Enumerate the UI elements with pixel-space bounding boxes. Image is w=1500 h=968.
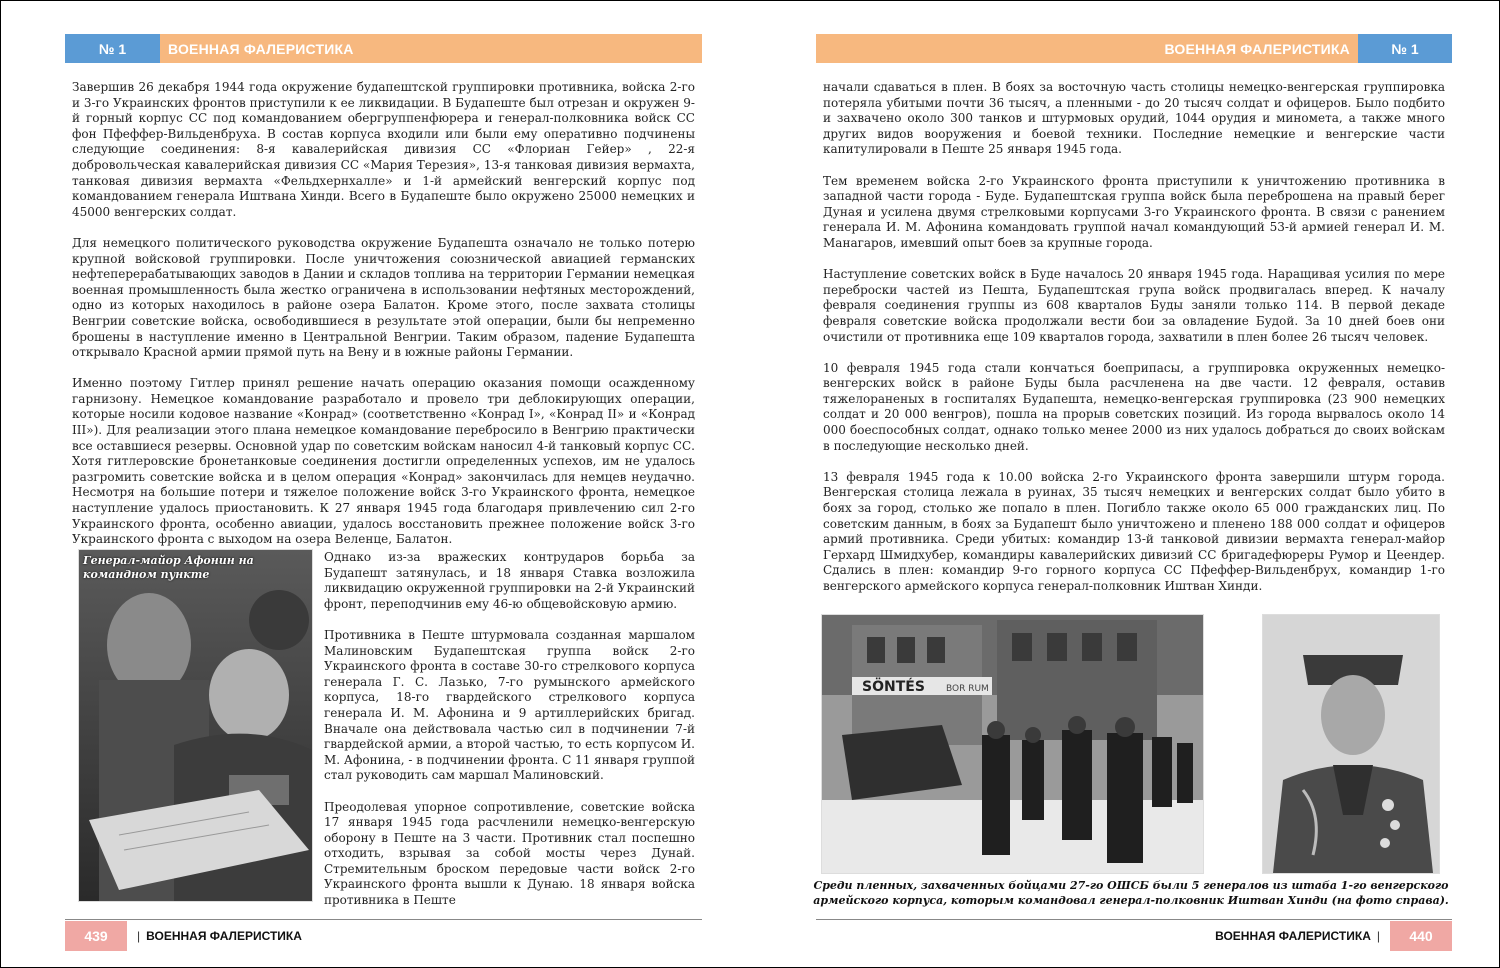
article-text-top: [72, 80, 695, 548]
paragraph: Именно поэтому Гитлер принял решение начать операцию оказания помощи осажденному гарнизону. Немецкое командование разработало и провело три деблокирующих операции, которые носили кодовое название «Конрад» (соответственно «Конрад I», «Конрад II» и «Конрад III»). Для реализации этого плана немецкое командование перебросило в Венгрию практически все оставшиеся резервы. Основной удар по советским войскам наносил 4-й танковый корпус СС. Хотя гитлеровские бронетанковые соединения достигли определенных успехов, им не удалось разгромить советские войска и в целом операция «Конрад» закончилась для немцев неудачно. Несмотря на большие потери и тяжелое положение войск 3-го Украинского фронта, немецкое наступление удалось приостановить. К 27 января 1945 года благодаря привлечению сил 2-го Украинского фронта, особенно авиации, удалось восстановить прежнее положение войск 3-го Украинского фронта с выходом на озера Веленце, Балатон.: [72, 376, 695, 547]
photo-prisoners-image: [822, 615, 1203, 873]
page-footer: [1209, 921, 1452, 951]
paragraph: 13 февраля 1945 года к 10.00 войска 2-го Украинского фронта завершили штурм города. Венгерская столица лежала в руинах, 35 тысяч немецких и венгерских солдат было убито в боях за город, столько же попало в плен. Погибло также около 65 000 гражданских лиц. По советским данным, в боях за Будапешт было уничтожено и пленено 188 000 солдат и офицеров армий противника. Среди убитых: командир 13-й танковой дивизии вермахта генерал-майор Герхард Шмидхубер, командиры кавалерийских дивизий СС бригадефюреры Румор и Цеендер. Сдались в плен: командир 9-го горного корпуса СС Пфеффер-Вильденбрух, командир 1-го венгерского армейского корпуса генерал-полковник Иштван Хинди.: [823, 469, 1445, 593]
page-left: [1, 1, 761, 967]
page-footer: [65, 921, 308, 951]
footer-rule: [816, 919, 1452, 920]
page-number: 439: [65, 921, 127, 951]
issue-number: № 1: [1358, 34, 1452, 63]
shop-sign-2: BOR RUM: [946, 684, 989, 694]
page-header: [816, 34, 1452, 63]
footer-title: ВОЕННАЯ ФАЛЕРИСТИКА: [146, 929, 302, 943]
photo-afonin: [79, 550, 312, 901]
paragraph: Для немецкого политического руководства окружение Будапешта означало не только потерю крупной войсковой группировки. После уничтожения союзнической авиацией германских нефтеперерабатывающих заводов в Дании и складов топлива на территории Германии немецкая военная промышленность была жестко ограничена в использовании нефтяных месторождений, одно из которых находилось в районе озера Балатон. Кроме этого, после захвата столицы Венгрии советские войска, освободившиеся в результате этой операции, были бы непременно брошены в наступление именно в Центральной Венгрии. Таким образом, падение Будапешта открывало Красной армии прямой путь на Вену и в южные районы Германии.: [72, 235, 695, 360]
paragraph: Однако из-за вражеских контрударов борьба за Будапешт затянулась, и 18 января Ставка возложила ликвидацию окруженной группировки на 2-й Украинский фронт, переподчинив ему 46-ю общевойсковую армию.: [324, 550, 695, 611]
footer-rule: [65, 919, 702, 920]
page-number: 440: [1390, 921, 1452, 951]
magazine-title: ВОЕННАЯ ФАЛЕРИСТИКА: [160, 34, 702, 63]
photo-hindy: [1263, 615, 1439, 873]
issue-number: № 1: [65, 34, 160, 63]
footer-separator: |: [1376, 929, 1380, 943]
page-header: [65, 34, 702, 63]
footer-title: ВОЕННАЯ ФАЛЕРИСТИКА: [1215, 929, 1371, 943]
photo-prisoners: [822, 615, 1203, 873]
photo-afonin-image: [79, 550, 312, 901]
photo-caption: Среди пленных, захваченных бойцами 27-го ОШСБ были 5 генералов из штаба 1-го венгерского армейского корпуса, которым командовал генерал-полковник Иштван Хинди (на фото справа).: [813, 879, 1449, 907]
page-right: [761, 1, 1499, 967]
photo-hindy-image: [1263, 615, 1439, 873]
paragraph: начали сдаваться в плен. В боях за восточную часть столицы немецко-венгерская группировка потеряла убитыми почти 36 тысяч, а пленными - до 20 тысяч солдат и офицеров. Было подбито и захвачено около 300 танков и штурмовых орудий, 1044 орудия и миномета, а также много других видов вооружения и боевой техники. Последние немецкие и венгерские части капитулировали в Пеште 25 января 1945 года.: [823, 80, 1445, 157]
paragraph: Завершив 26 декабря 1944 года окружение будапештской группировки противника, войска 2-го и 3-го Украинских фронтов приступили к ее ликвидации. В Будапеште был отрезан и окружен 9-й горный корпус СС под командованием обергруппенфюрера и генерал-полковника войск СС фон Пфеффер-Вильденбруха. В состав корпуса входили или были ему оперативно подчинены следующие соединения: 8-я кавалерийская дивизия СС «Флориан Гейер» , 22-я добровольческая кавалерийская дивизия СС «Мария Терезия», 13-я танковая дивизия вермахта, танковая дивизия вермахта «Фельдхернхалле» и 1-й армейский венгерский корпус под командованием генерала Иштвана Хинди. Всего в Будапеште было окружено 25000 немецких и 45000 венгерских солдат.: [72, 80, 695, 219]
shop-sign: SÖNTÉS: [862, 679, 925, 695]
footer-separator: |: [137, 929, 141, 943]
photo-afonin-caption: Генерал-майор Афонин на командном пункте: [83, 554, 254, 581]
paragraph: Наступление советских войск в Буде началось 20 января 1945 года. Наращивая усилия по мере переброски частей из Пешта, Будапештская група войск продвигалась вперед. К началу февраля соединения группы из 608 кварталов Буды заняли только 114. В первой декаде февраля советские войска продолжали вести бои за овладение Будой. За 10 дней боев они очистили от противника еще 109 кварталов города, захватили в плен более 26 тысяч человек.: [823, 267, 1445, 344]
paragraph: 10 февраля 1945 года стали кончаться боеприпасы, а группировка окруженных немецко-венгерских войск в районе Буды была расчленена на две части. 12 февраля, оставив тяжелораненых в госпиталях Будапешта, немецко-венгерская группировка (23 900 немецких солдат и 20 000 венгров), пошла на прорыв советских позиций. Из города вырвалось около 14 000 боеспособных солдат, однако только менее 2000 из них удалось добраться до своих войскам в последующие несколько дней.: [823, 360, 1445, 453]
article-text: [823, 80, 1445, 595]
magazine-title: ВОЕННАЯ ФАЛЕРИСТИКА: [816, 34, 1358, 63]
paragraph: Преодолевая упорное сопротивление, советские войска 17 января 1945 года расчленили немецко-венгерскую оборону в Пеште на 3 части. Противник стал поспешно отходить, взрывая за собой мосты через Дунай. Стремительным броском передовые части войск 2-го Украинского фронта вышли к Дунаю. 18 января войска противника в Пеште: [324, 799, 695, 908]
paragraph: Тем временем войска 2-го Украинского фронта приступили к уничтожению противника в западной части города - Буде. Будапештская группа войск была переброшена на правый берег Дуная и усилена двумя стрелковыми корпусами 3-го Украинского фронта. В связи с ранением генерала И. М. Афонина командовать группой начал командующий 53-й армией генерал И. М. Манагаров, имевший опыт боев за крупные города.: [823, 173, 1445, 250]
article-text-side: [324, 550, 695, 909]
paragraph: Противника в Пеште штурмовала созданная маршалом Малиновским Будапештская группа войск 2-го Украинского фронта в составе 30-го стрелкового корпуса генерала Г. С. Лазько, 7-го румынского армейского корпуса, 18-го гвардейского стрелкового корпуса генерала И. М. Афонина и 9 артиллерийских бригад. Вначале она действовала частью сил в подчинении 7-й гвардейской армии, а второй частью, то есть корпусом И. М. Афонина, - в подчинении фронта. С 11 января группой стал руководить сам маршал Малиновский.: [324, 627, 695, 783]
